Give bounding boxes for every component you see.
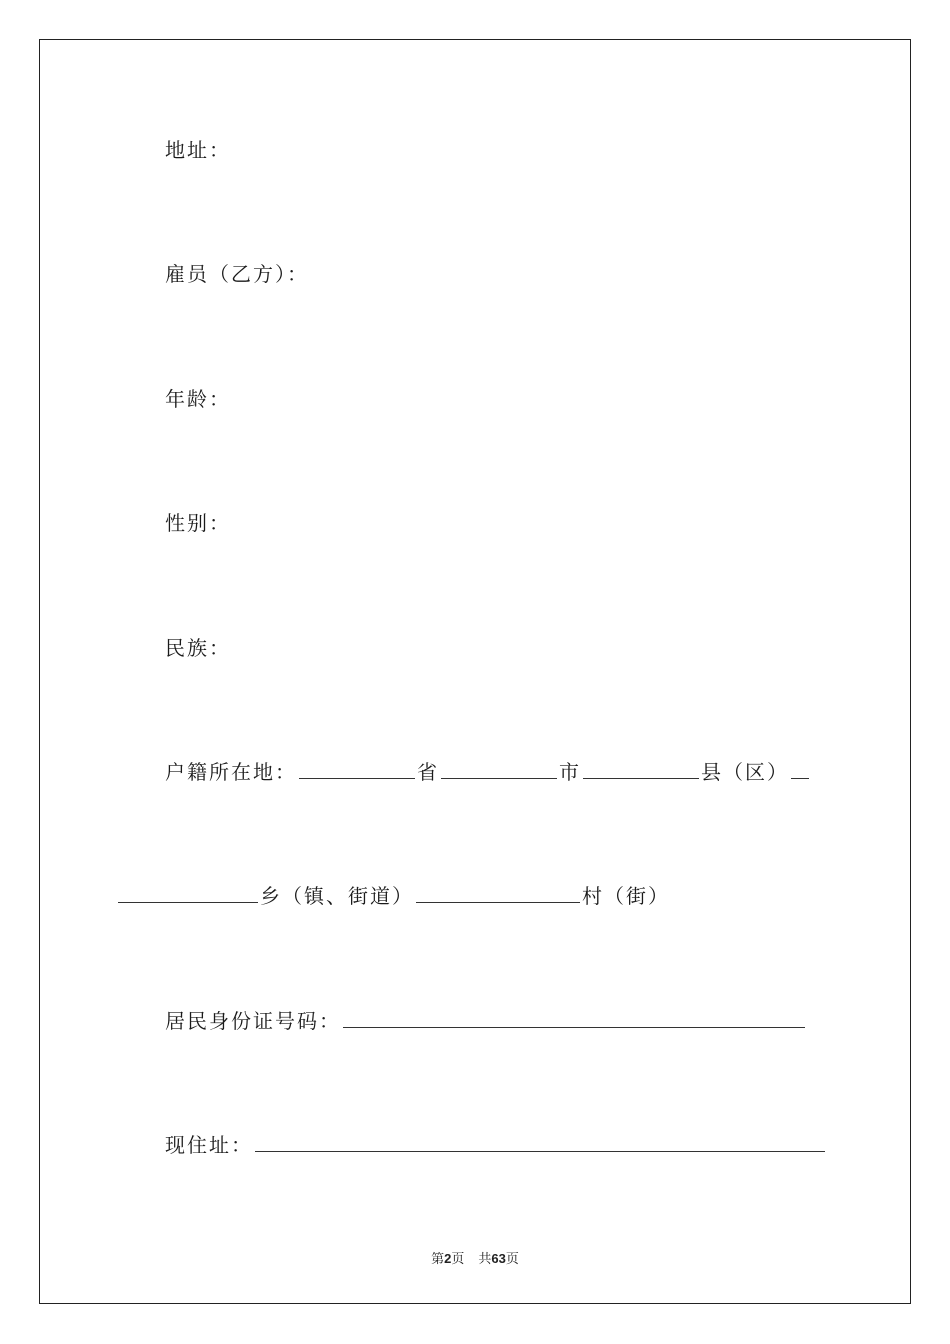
page-suffix: 页 xyxy=(451,1252,465,1267)
province-blank[interactable] xyxy=(299,758,415,779)
residence-line xyxy=(165,1131,827,1159)
page-number: 2 xyxy=(444,1251,452,1266)
gender-label: 性别： xyxy=(165,511,231,535)
id-number-blank[interactable] xyxy=(343,1007,805,1028)
household-label: 户籍所在地： xyxy=(165,760,297,784)
city-blank[interactable] xyxy=(441,758,557,779)
address-label: 地址： xyxy=(165,138,231,162)
page-border xyxy=(39,39,911,1304)
total-pages: 63 xyxy=(491,1251,506,1266)
village-blank[interactable] xyxy=(416,882,580,903)
id-number-line xyxy=(165,1007,807,1035)
township-blank[interactable] xyxy=(118,882,258,903)
county-label: 县（区） xyxy=(701,760,789,784)
employee-label: 雇员（乙方）： xyxy=(165,262,309,286)
village-label: 村（街） xyxy=(582,884,670,908)
residence-label: 现住址： xyxy=(165,1133,253,1157)
city-label: 市 xyxy=(559,760,581,784)
residence-blank[interactable] xyxy=(255,1131,825,1152)
province-label: 省 xyxy=(417,760,439,784)
id-number-label: 居民身份证号码： xyxy=(165,1009,341,1033)
household-registration-line xyxy=(165,758,811,786)
total-prefix: 共 xyxy=(478,1252,492,1267)
county-blank[interactable] xyxy=(583,758,699,779)
township-blank-start[interactable] xyxy=(791,758,809,779)
household-registration-line-2 xyxy=(116,882,670,910)
age-label: 年龄： xyxy=(165,387,231,411)
page-footer xyxy=(0,1248,950,1267)
total-suffix: 页 xyxy=(505,1252,519,1267)
ethnicity-label: 民族： xyxy=(165,636,231,660)
township-label: 乡（镇、街道） xyxy=(260,884,414,908)
page-prefix: 第 xyxy=(431,1252,445,1267)
